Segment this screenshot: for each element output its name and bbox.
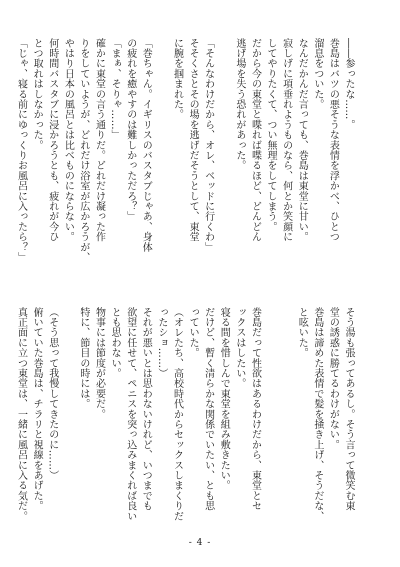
text-line: だけど、暫く清らかな関係でいたい、とも思 bbox=[202, 307, 214, 511]
text-line: 確かに東堂の言う通りだ。どれだけ凝った作 bbox=[93, 38, 105, 242]
text-line: ――参ったな……。 bbox=[343, 38, 354, 130]
text-line bbox=[60, 307, 76, 543]
text-line: 寝る間を惜しんで東堂を組み敷きたい。 bbox=[218, 307, 230, 491]
text-line: 溜息をついた。 bbox=[311, 38, 323, 110]
text-line: 俯いていた巻島は、チラリと視線をあげた。 bbox=[31, 307, 43, 511]
text-line: やはり日本の風呂とは比べものにならない。 bbox=[62, 38, 74, 242]
text-line: 「まぁ、そりゃ……」 bbox=[109, 38, 121, 140]
text-line: とつ取れはしなかった。 bbox=[31, 38, 43, 151]
text-line: 逃げ場を失う恐れがあった。 bbox=[233, 38, 245, 171]
text-line: と呟いた。 bbox=[296, 307, 308, 358]
text-line: りをしていようが、どれだけ浴室が広かろうが、 bbox=[77, 38, 89, 263]
text-line: ったショ……） bbox=[155, 307, 167, 379]
text-line: そそくさとその場を逃げだそうとして、東堂 bbox=[187, 38, 199, 242]
text-line: 巻島はバツの悪そうな表情を浮かべ、ひとつ bbox=[327, 38, 339, 242]
text-line: 真正面に立つ東堂は、一緒に風呂に入る気だ。 bbox=[15, 307, 27, 522]
text-line: とも思わない。 bbox=[109, 307, 121, 379]
text-line: なんだかんだ言っても、巻島は東堂に甘い。 bbox=[296, 38, 308, 242]
text-line: 物事には節度が必要だ。 bbox=[93, 307, 105, 420]
text-block-bottom bbox=[13, 307, 356, 543]
text-line: 巻島は諦めた表情で髪を掻き上げ、そうだな、 bbox=[311, 307, 323, 522]
text-line: 特に、節目の時には。 bbox=[77, 307, 89, 409]
text-line: っていた。 bbox=[187, 307, 199, 358]
text-line: に腕を掴まれた。 bbox=[171, 38, 183, 120]
text-line: 何時間バスタブに浸かろうとも、疲れが今ひ bbox=[46, 38, 58, 242]
text-line: 堂の誘惑に勝てるわけがない。 bbox=[327, 307, 339, 450]
text-line: 「巻ちゃん。イギリスのバスタブじゃあ、身体 bbox=[140, 38, 152, 253]
text-line bbox=[153, 38, 169, 274]
text-line: そう湯も張ってあるし。そう言って微笑む東 bbox=[343, 307, 354, 511]
text-line: 寂しげに項垂れようものなら、何とか笑顔に bbox=[280, 38, 292, 242]
text-line: の疲れを癒やすのは難しかっただろ？」 bbox=[124, 38, 136, 222]
text-line bbox=[278, 307, 294, 543]
text-line: （オレたち、高校時代からセックスしまくりだ bbox=[171, 307, 183, 522]
text-line: してやりたくて、つい無理をしてしまう。 bbox=[265, 38, 277, 232]
text-line bbox=[216, 38, 232, 274]
text-line bbox=[262, 307, 278, 543]
text-line: （そう思って我慢してきたのに……） bbox=[46, 307, 58, 481]
text-line: だから今の東堂と喋れば喋るほど、どんどん bbox=[249, 38, 261, 242]
text-line: 欲望に任せて、ペニスを突っ込みまくれば良い bbox=[124, 307, 136, 522]
page-number: - 4 - bbox=[188, 538, 212, 548]
text-line: 巻島だって性欲はあるわけだから、東堂とセ bbox=[249, 307, 261, 511]
text-line: 「じゃ、寝る前にゆっくりお風呂に入ったら？」 bbox=[15, 38, 27, 263]
text-line: ックスはしたい。 bbox=[233, 307, 245, 389]
text-line: それが悪いとは思わないけれど、いつまでも bbox=[140, 307, 152, 511]
text-block-top bbox=[13, 38, 356, 274]
text-line: 「そんなわけだから、オレ、ベッドに行くわ」 bbox=[202, 38, 214, 253]
